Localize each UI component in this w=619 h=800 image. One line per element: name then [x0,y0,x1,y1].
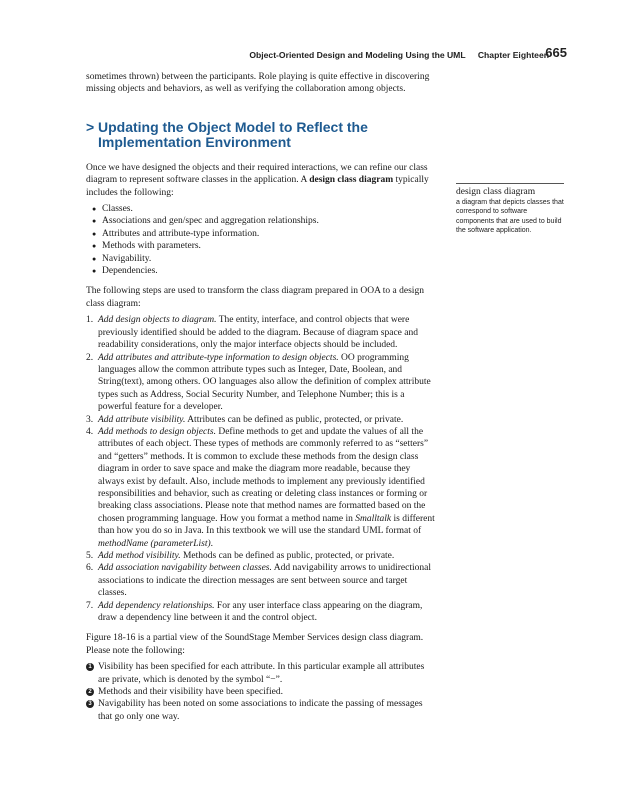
paragraph-1-text: Once we have designed the objects and their required interactions, we can refine our class diagram to represent software classes in the application. A [86,162,428,186]
paragraph-1-text-end: typically includes the following: [86,175,429,198]
list-item [92,265,438,277]
step-item [86,314,438,351]
step-item [86,352,438,414]
paragraph-1 [86,162,438,199]
heading-text: Updating the Object Model to Reflect the Implementation Environment [98,118,368,151]
step-title: Add methods to design objects. [98,426,216,437]
glossary-term: design class diagram [309,175,394,186]
intro-paragraph: sometimes thrown) between the participants. Role playing is quite effective in discovering missing objects and behaviors, as well as verifying the collaboration among objects. [86,72,430,95]
step-text-end: . [210,538,214,549]
list-item [92,215,438,227]
step-title: Add attributes and attribute-type information to design objects. [98,352,339,363]
method-format: methodName (parameterList) [98,538,211,549]
bullet-icon: ● [92,254,97,263]
step-item [86,550,438,562]
step-item [86,414,438,426]
step-item [86,562,438,599]
list-item [92,253,438,265]
step-number: 7. [86,600,94,611]
running-title: Object-Oriented Design and Modeling Using the UML [249,50,466,60]
margin-glossary [456,183,564,235]
feature-list [86,203,438,277]
list-item-text: Dependencies. [102,266,158,277]
paragraph-2: The following steps are used to transform the class diagram prepared in OOA to a design class diagram: [86,286,424,309]
section-heading [86,120,438,151]
main-column [86,71,438,723]
step-text: Attributes can be defined as public, protected, or private. [185,414,404,425]
note-text: Navigability has been noted on some associations to indicate the passing of messages that go only one way. [98,699,423,722]
callout-marker-icon: 1 [86,663,94,671]
list-item-text: Attributes and attribute-type information. [102,228,260,239]
step-text: Add navigability arrows to unidirectional associations to indicate the direction messages are sent between source and target classes. [98,563,431,599]
callout-marker-icon: 3 [86,700,94,708]
bullet-icon: ● [92,217,97,226]
step-title: Add method visibility. [98,551,181,561]
step-number: 3. [86,414,94,425]
bullet-icon: ● [92,229,97,238]
list-item-text: Associations and gen/spec and aggregation relationships. [102,216,319,227]
list-item-text: Navigability. [102,253,152,264]
note-text: Visibility has been specified for each attribute. In this particular example all attributes are private, which is denoted by the symbol “−”. [98,662,425,685]
note-item [86,698,438,723]
language-name: Smalltalk [355,513,392,524]
paragraph-3: Figure 18-16 is a partial view of the SoundStage Member Services design class diagram. Please note the following: [86,633,424,656]
notes-list [86,661,438,723]
steps-list [86,314,438,624]
step-text: Methods can be defined as public, protected, or private. [180,551,395,561]
callout-marker-icon: 2 [86,688,94,696]
page-number: 665 [545,45,567,60]
list-item [92,203,438,215]
list-item [92,240,438,252]
step-title: Add design objects to diagram. [98,315,217,326]
step-number: 1. [86,315,94,326]
bullet-icon: ● [92,267,97,276]
margin-divider [456,183,564,184]
margin-definition: a diagram that depicts classes that correspond to software components that are used to build the software application. [456,199,564,234]
step-number: 5. [86,551,94,561]
heading-arrow-icon: > [86,118,95,135]
margin-term: design class diagram [456,187,536,197]
note-text: Methods and their visibility have been specified. [98,687,283,698]
chapter-label: Chapter Eighteen [477,50,549,60]
running-head [249,50,549,60]
step-item [86,426,438,550]
bullet-icon: ● [92,242,97,251]
step-number: 2. [86,352,94,363]
step-text: The entity, interface, and control objects that were previously identified should be added to the diagram. Because of diagram space and readability considerations, only the major interface objects should be included. [98,315,418,351]
step-text-continued: is different than how you do so in Java. In this textbook we will use the standard UML format of [98,513,435,537]
list-item-text: Methods with parameters. [102,241,201,252]
step-item [86,600,438,625]
step-text: For any user interface class appearing on the diagram, draw a dependency line between it and the control object. [98,600,423,624]
bullet-icon: ● [92,205,97,214]
list-item-text: Classes. [102,204,133,215]
note-item [86,661,438,686]
step-number: 4. [86,426,94,437]
list-item [92,228,438,240]
step-number: 6. [86,563,94,574]
step-text: Define methods to get and update the values of all the attributes of each object. These types of methods are commonly referred to as “setters” and “getters” methods. It is common to exclude these methods from the design class diagram in order to save space and make the diagram more readable, because they always exist by default. Also, include methods to implement any previously identified responsibilities and behavior, such as creating or deleting class instances or forming or breaking class associations. Please note that method names are formatted based on the chosen programming language. How you format a method name in [98,426,429,524]
note-item [86,686,438,698]
step-title: Add attribute visibility. [98,414,186,425]
step-text: OO programming languages allow the common attribute types such as Integer, Date, Boolean, and String(text), among others. OO languages also allow the definition of complex attribute types such as Address, Social Security Number, and Telephone Number; this is a powerful feature for a developer. [98,352,431,413]
step-title: Add dependency relationships. [98,600,215,611]
step-title: Add association navigability between classes. [98,563,272,574]
